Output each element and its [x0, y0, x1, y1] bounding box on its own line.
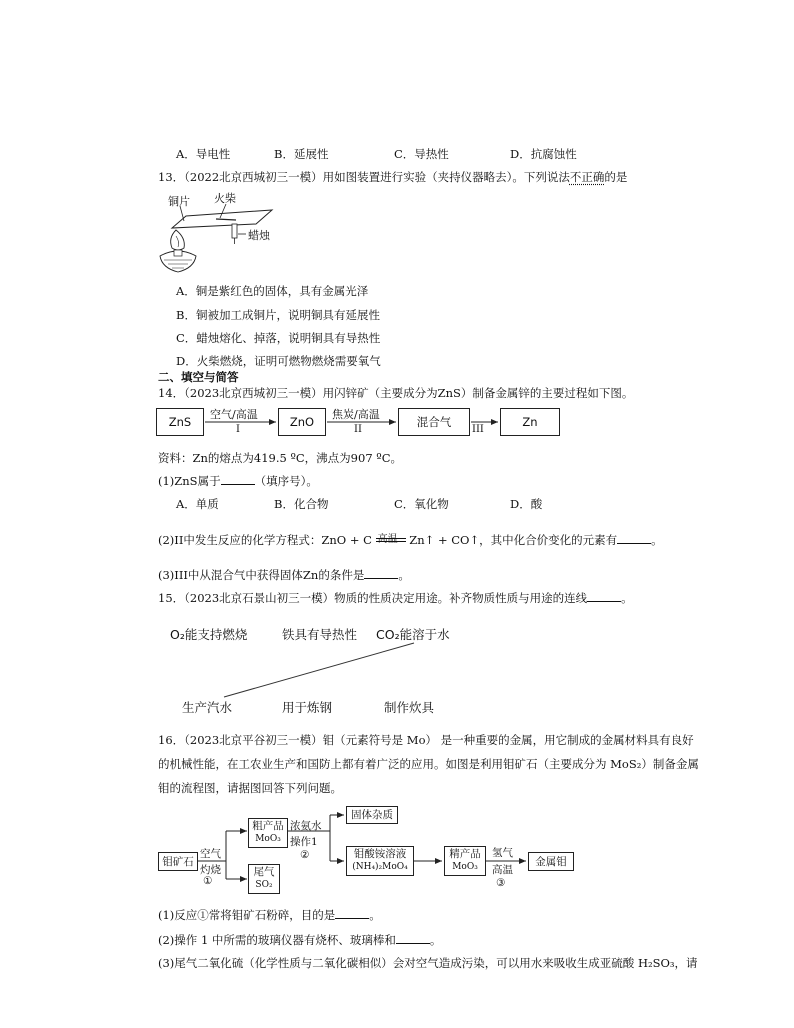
arrow-iii-label: III: [472, 424, 484, 435]
step1-number: ①: [203, 875, 213, 887]
step1-condition-top: 空气: [200, 848, 221, 860]
q16-stem-line1: 16．（2023北京平谷初三一模）钼（元素符号是 Mo） 是一种重要的金属，用它制成的金属材料具有良好: [158, 733, 694, 747]
q13-option-d[interactable]: D．火柴燃烧，证明可燃物燃烧需要氧气: [176, 354, 381, 368]
tail-gas-box: 尾气 SO₂: [248, 864, 280, 894]
q16-sub2-blank[interactable]: [396, 931, 430, 944]
q16-sub1: (1)反应①常将钼矿石粉碎，目的是 。: [158, 908, 381, 922]
q16-stem-line3: 钼的流程图，请据图回答下列问题。: [158, 781, 342, 795]
q14-sub1: (1)ZnS属于 （填序号）。: [158, 474, 318, 488]
q13-option-b[interactable]: B．铜被加工成铜片，说明铜具有延展性: [176, 308, 380, 322]
zn-box: Zn: [500, 408, 560, 436]
step3-number: ③: [496, 877, 506, 889]
arrow-ii-label: II: [354, 424, 362, 435]
use-soda[interactable]: 生产汽水: [182, 700, 233, 715]
q13-stem: 13．（2022北京西城初三一模）用如图装置进行实验（夹持仪器略去）。下列说法不正确的是: [158, 170, 628, 184]
mixed-gas-box: 混合气: [398, 408, 470, 436]
zns-box: ZnS: [156, 408, 204, 436]
q14-option-d[interactable]: D．酸: [510, 497, 543, 511]
step2-condition-top: 浓氨水: [290, 820, 322, 832]
candle-label: 蜡烛: [248, 229, 270, 242]
q13-option-a[interactable]: A．铜是紫红色的固体，具有金属光泽: [176, 284, 369, 298]
solid-impurity-box: 固体杂质: [346, 806, 398, 824]
q14-option-a[interactable]: A．单质: [176, 497, 219, 511]
q14-sub3: (3)III中从混合气中获得固体Zn的条件是 。: [158, 568, 410, 582]
step2-condition-bottom: 操作1: [290, 836, 318, 848]
ore-box: 钼矿石: [158, 852, 198, 871]
arrow-ii-condition: 焦炭/高温: [332, 408, 380, 421]
q16-sub2: (2)操作 1 中所需的玻璃仪器有烧杯、玻璃棒和 。: [158, 933, 442, 947]
use-cookware[interactable]: 制作炊具: [384, 700, 435, 715]
zno-box: ZnO: [278, 408, 326, 436]
arrow-i-condition: 空气/高温: [210, 408, 258, 421]
metal-mo-box: 金属钼: [528, 852, 574, 871]
q14-info: 资料：Zn的熔点为419.5 ºC，沸点为907 ºC。: [158, 451, 402, 465]
q16-stem-line2: 的机械性能，在工农业生产和国防上都有着广泛的应用。如图是利用钼矿石（主要成分为 MoS₂）制备金属: [158, 757, 699, 771]
prop-iron[interactable]: 铁具有导热性: [282, 627, 358, 642]
q15-stem: 15．（2023北京石景山初三一模）物质的性质决定用途。补齐物质性质与用途的连线 。: [158, 591, 633, 605]
q14-stem: 14．（2023北京西城初三一模）用闪锌矿（主要成分为ZnS）制备金属锌的主要过程如下图。: [158, 386, 634, 400]
step2-number: ②: [300, 849, 310, 861]
prop-co2[interactable]: CO₂能溶于水: [376, 627, 450, 642]
q12-option-c[interactable]: C．导热性: [394, 147, 449, 161]
step3-condition-bottom: 高温: [492, 864, 513, 876]
q14-sub2: (2)II中发生反应的化学方程式：ZnO + C 高温 Zn↑ + CO↑，其中化合价变化的元素有 。: [158, 533, 663, 547]
q14-option-b[interactable]: B．化合物: [274, 497, 329, 511]
arrow-i-label: I: [236, 424, 240, 435]
q12-option-b[interactable]: B．延展性: [274, 147, 329, 161]
match-label: 火柴: [214, 192, 236, 205]
crude-product-box: 粗产品 MoO₃: [248, 818, 288, 848]
q14-option-c[interactable]: C．氧化物: [394, 497, 449, 511]
ammonium-molybdate-box: 钼酸铵溶液 (NH₄)₂MoO₄: [346, 846, 414, 876]
step3-condition-top: 氢气: [492, 847, 513, 859]
q12-option-d[interactable]: D．抗腐蚀性: [510, 147, 577, 161]
q12-option-a[interactable]: A．导电性: [176, 147, 231, 161]
copper-sheet-label: 铜片: [168, 195, 190, 208]
fine-product-box: 精产品 MoO₃: [444, 846, 486, 876]
use-steel[interactable]: 用于炼钢: [282, 700, 333, 715]
section-title: 二、填空与简答: [158, 370, 239, 384]
step1-condition-bottom: 灼烧: [200, 864, 221, 876]
prop-o2[interactable]: O₂能支持燃烧: [170, 627, 248, 642]
q16-sub1-blank[interactable]: [335, 906, 369, 919]
q13-option-c[interactable]: C．蜡烛熔化、掉落，说明铜具有导热性: [176, 331, 381, 345]
q16-sub3: (3)尾气二氧化硫（化学性质与二氧化碳相似）会对空气造成污染，可以用水来吸收生成亚硫酸 H₂SO₃，请: [158, 956, 698, 970]
